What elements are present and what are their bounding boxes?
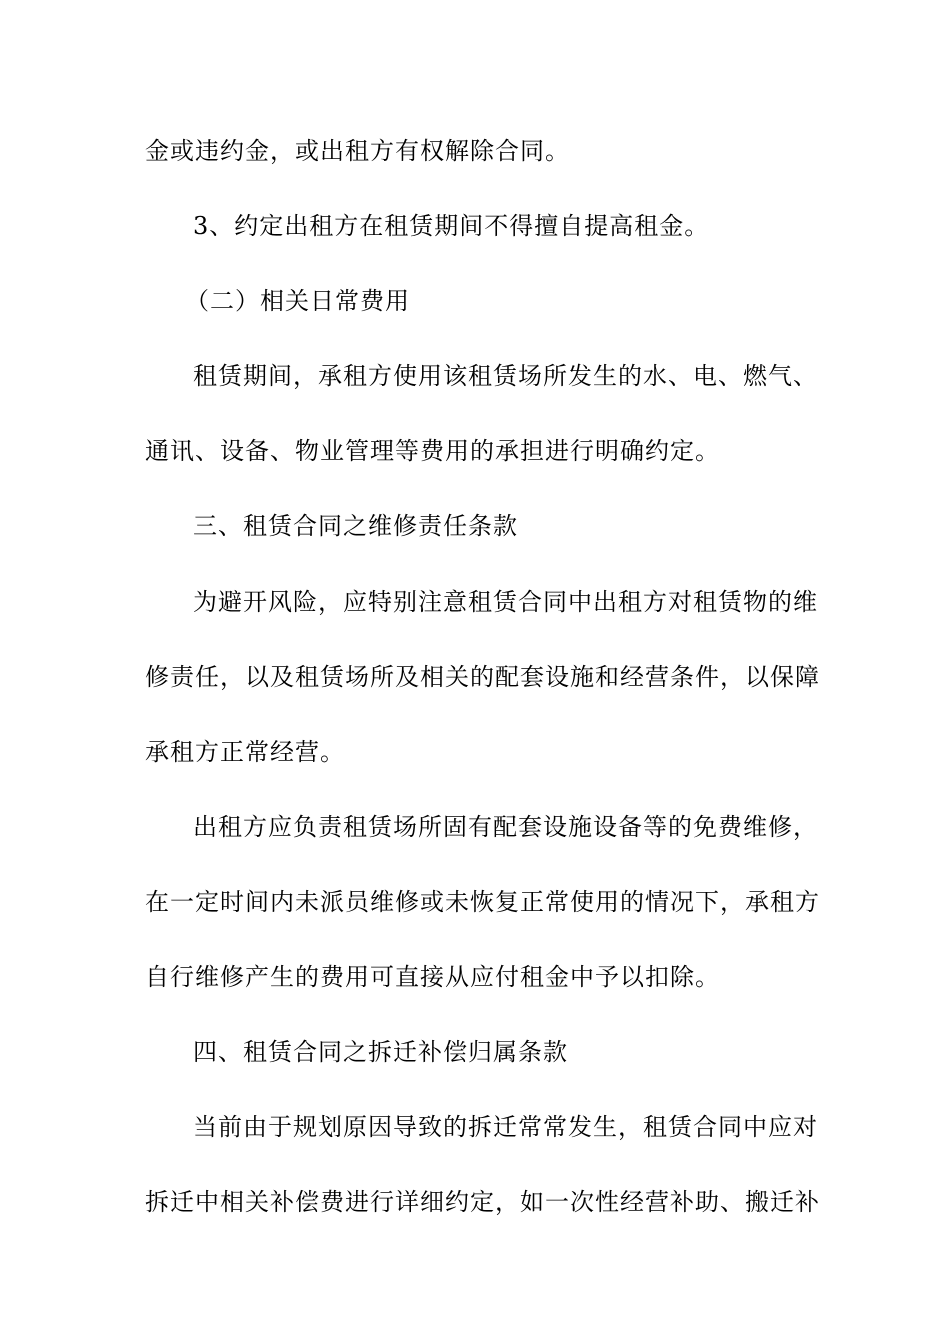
section-heading-repair: 三、租赁合同之维修责任条款 — [193, 512, 518, 540]
paragraph-line-4: 租赁期间，承租方使用该租赁场所发生的水、电、燃气、 — [193, 362, 818, 390]
paragraph-line-8: 修责任，以及租赁场所及相关的配套设施和经营条件，以保障 — [145, 663, 820, 691]
paragraph-line-12: 自行维修产生的费用可直接从应付租金中予以扣除。 — [145, 963, 720, 991]
section-heading-daily-costs: （二）相关日常费用 — [185, 287, 410, 315]
paragraph-line-5: 通讯、设备、物业管理等费用的承担进行明确约定。 — [145, 437, 720, 465]
paragraph-line-2: 3、约定出租方在租赁期间不得擅自提高租金。 — [193, 212, 710, 240]
paragraph-line-14: 当前由于规划原因导致的拆迁常常发生，租赁合同中应对 — [193, 1113, 818, 1141]
paragraph-line-7: 为避开风险，应特别注意租赁合同中出租方对租赁物的维 — [193, 588, 818, 616]
paragraph-line-15: 拆迁中相关补偿费进行详细约定，如一次性经营补助、搬迁补 — [145, 1188, 820, 1216]
paragraph-line-10: 出租方应负责租赁场所固有配套设施设备等的免费维修， — [193, 813, 818, 841]
section-heading-demolition: 四、租赁合同之拆迁补偿归属条款 — [193, 1038, 568, 1066]
paragraph-line-1: 金或违约金，或出租方有权解除合同。 — [145, 137, 570, 165]
paragraph-line-11: 在一定时间内未派员维修或未恢复正常使用的情况下，承租方 — [145, 888, 820, 916]
paragraph-line-9: 承租方正常经营。 — [145, 738, 345, 766]
